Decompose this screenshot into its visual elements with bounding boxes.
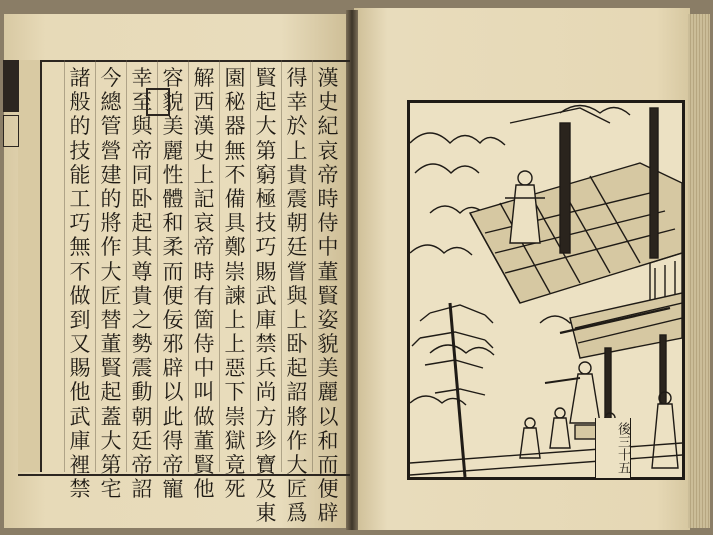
text-column: 幸 至 與 帝 同 卧 起 其 尊 貴 之 勢 震 動 朝 廷 帝 詔 (131, 66, 153, 502)
text-column: 容 貌 美 麗 性 體 和 柔 而 便 佞 邪 辟 以 此 得 帝 寵 (162, 66, 184, 502)
column-rule (281, 60, 282, 472)
fold-margin (18, 60, 42, 472)
text-column: 今 總 管 營 建 的 將 作 大 匠 替 董 賢 起 蓋 大 第 宅 (100, 66, 122, 502)
column-rule (126, 60, 127, 472)
column-rule (95, 60, 96, 472)
text-column: 諸 般 的 技 能 工 巧 無 不 做 到 又 賜 他 武 庫 裡 禁 (69, 66, 91, 502)
text-column: 賢 起 大 第 窮 極 技 巧 賜 武 庫 禁 兵 尚 方 珍 寶 及 東 (255, 66, 277, 526)
fish-tail-mark (3, 60, 19, 112)
margin-box (3, 115, 19, 147)
gloss-marker (146, 88, 170, 116)
column-rule (157, 60, 158, 472)
text-column: 得 幸 於 上 貴 震 朝 廷 嘗 與 上 卧 起 詔 將 作 大 匠 爲 (286, 66, 308, 526)
page-edges (688, 14, 710, 528)
text-column: 解 西 漢 史 上 記 哀 帝 時 有 箇 侍 中 叫 做 董 賢 他 (193, 66, 215, 502)
column-rule (312, 60, 313, 472)
column-rule (250, 60, 251, 472)
woodblock-illustration (407, 100, 685, 480)
column-rule (188, 60, 189, 472)
illustration-label: 後三十五 (595, 418, 631, 478)
illustration-drawing (410, 103, 682, 477)
column-rule (64, 60, 65, 472)
column-rule (219, 60, 220, 472)
text-column: 漢 史 紀 哀 帝 時 侍 中 董 賢 姿 貌 美 麗 以 和 而 便 辟 (317, 66, 339, 526)
text-column: 園 秘 器 無 不 備 具 鄭 崇 諫 上 上 惡 下 崇 獄 竟 死 (224, 66, 246, 502)
